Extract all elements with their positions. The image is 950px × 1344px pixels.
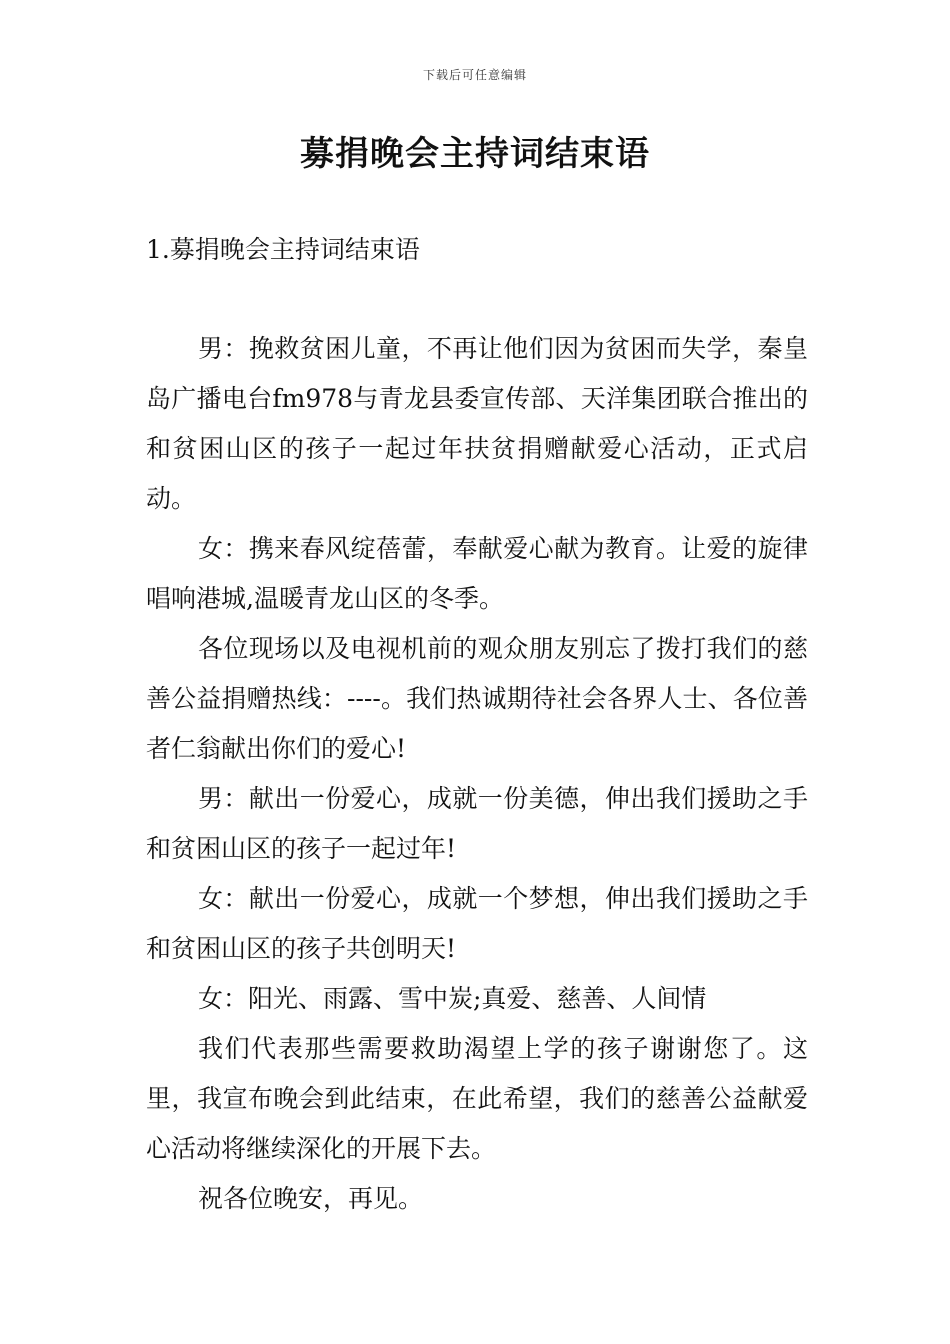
paragraph: 我们代表那些需要救助渴望上学的孩子谢谢您了。这里，我宣布晚会到此结束，在此希望，我们的慈善公益献爱心活动将继续深化的开展下去。 [146, 1034, 808, 1163]
paragraph: 各位现场以及电视机前的观众朋友别忘了拨打我们的慈善公益捐赠热线：----。我们热诚期待社会各界人士、各位善者仁翁献出你们的爱心! [146, 634, 808, 763]
paragraph: 男：献出一份爱心，成就一份美德，伸出我们援助之手和贫困山区的孩子一起过年! [146, 784, 808, 863]
paragraph: 祝各位晚安，再见。 [198, 1184, 424, 1213]
paragraph: 男：挽救贫困儿童，不再让他们因为贫困而失学，秦皇岛广播电台fm978与青龙县委宣传部、天洋集团联合推出的和贫困山区的孩子一起过年扶贫捐赠献爱心活动，正式启动。 [146, 334, 808, 513]
paragraph: 女：献出一份爱心，成就一个梦想，伸出我们援助之手和贫困山区的孩子共创明天! [146, 884, 808, 963]
header-note: 下载后可任意编辑 [422, 68, 527, 82]
document-body [146, 324, 808, 1224]
paragraph: 女：携来春风绽蓓蕾，奉献爱心献为教育。让爱的旋律唱响港城,温暖青龙山区的冬季。 [146, 534, 808, 613]
page-title: 募捐晚会主持词结束语 [300, 134, 650, 174]
section-heading: 1.募捐晚会主持词结束语 [146, 235, 420, 264]
paragraph: 女：阳光、雨露、雪中炭;真爱、慈善、人间情 [198, 984, 707, 1013]
